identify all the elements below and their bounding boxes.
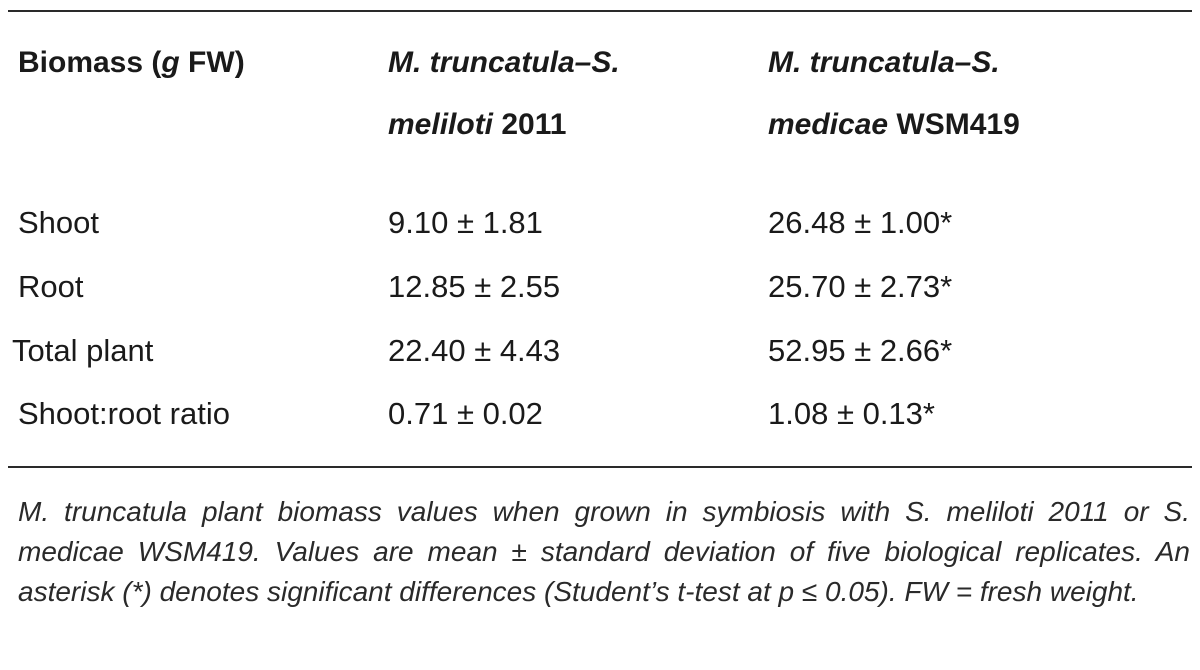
header-medicae-line1: M. truncatula–S. <box>768 46 1000 79</box>
row-total-meliloti: 22.40 ± 4.43 <box>388 333 561 368</box>
header-biomass-unit: g <box>161 46 180 79</box>
header-medicae-line2 <box>768 109 1020 140</box>
table-top-rule <box>8 10 1192 12</box>
table-caption: M. truncatula plant biomass values when grown in symbiosis with S. meliloti 2011 or S. medicae WSM419. Values are mean ± standard deviation of five biological replicates. An asterisk (*) denotes significant differences (Student’s t-test at p ≤ 0.05). FW = fresh weight. <box>18 496 1190 607</box>
row-ratio-medicae: 1.08 ± 0.13* <box>768 396 935 431</box>
table-bottom-rule <box>8 466 1192 468</box>
row-ratio-meliloti: 0.71 ± 0.02 <box>388 396 543 431</box>
row-root-medicae: 25.70 ± 2.73* <box>768 269 953 304</box>
header-meliloti-species: meliloti <box>388 108 494 141</box>
header-medicae-strain: WSM419 <box>888 108 1020 141</box>
row-root-meliloti: 12.85 ± 2.55 <box>388 269 561 304</box>
header-biomass-pre: Biomass ( <box>18 46 162 79</box>
header-meliloti-strain: 2011 <box>493 108 567 141</box>
row-shoot-meliloti: 9.10 ± 1.81 <box>388 205 543 240</box>
header-meliloti-line2 <box>388 109 566 140</box>
header-biomass-post: FW) <box>179 46 245 79</box>
row-label-root: Root <box>18 269 84 304</box>
header-medicae-species: medicae <box>768 108 889 141</box>
row-label-total-plant: Total plant <box>12 333 154 368</box>
row-label-shoot-root-ratio: Shoot:root ratio <box>18 396 230 431</box>
row-shoot-medicae: 26.48 ± 1.00* <box>768 205 953 240</box>
row-total-medicae: 52.95 ± 2.66* <box>768 333 953 368</box>
row-label-shoot: Shoot <box>18 205 100 240</box>
header-meliloti-line1: M. truncatula–S. <box>388 46 620 79</box>
header-biomass <box>18 47 245 78</box>
